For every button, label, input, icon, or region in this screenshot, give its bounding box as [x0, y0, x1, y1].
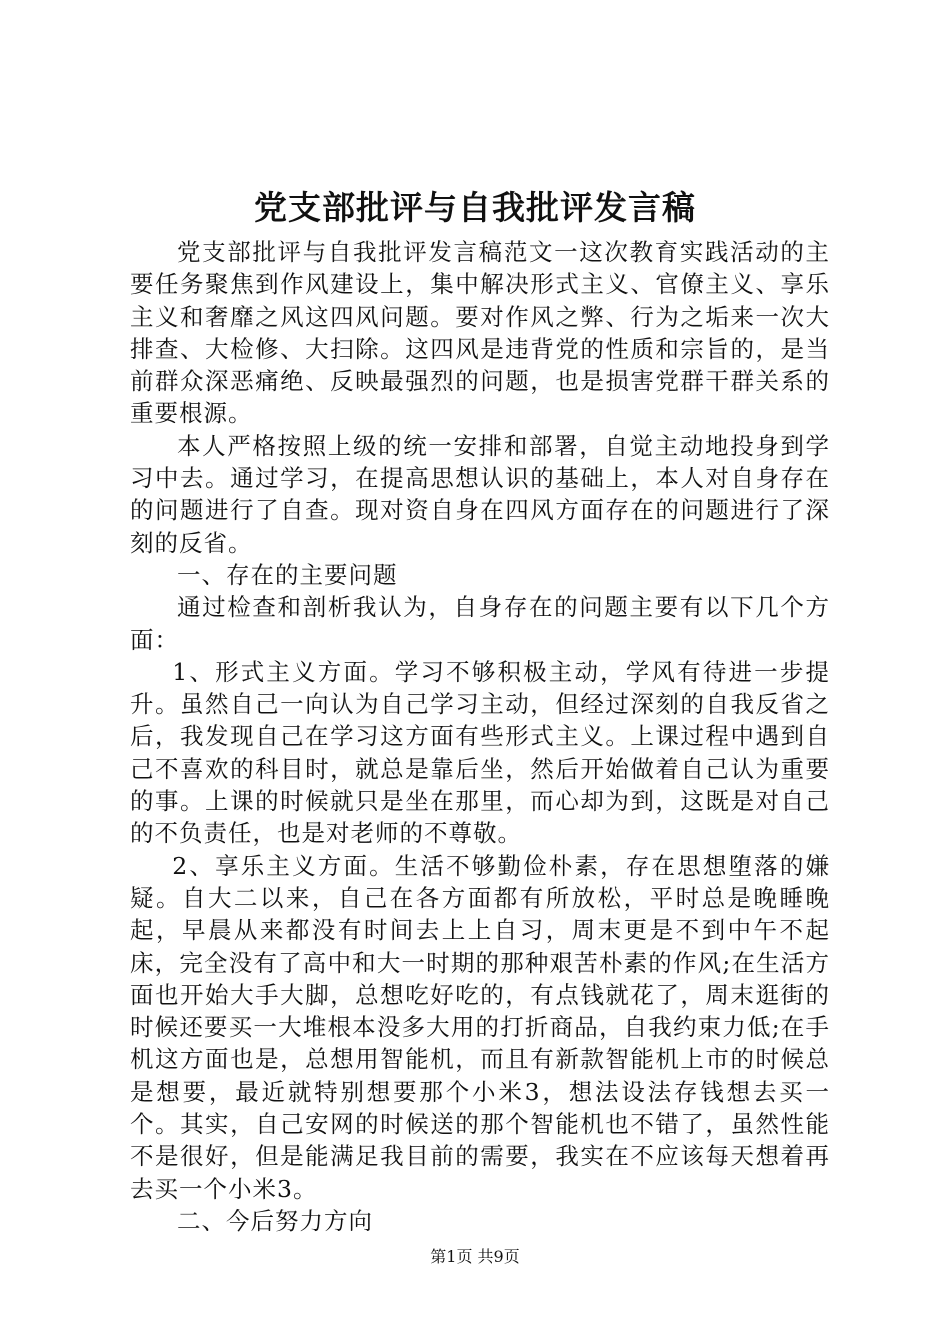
paragraph-hedonism: 2、享乐主义方面。生活不够勤俭朴素，存在思想堕落的嫌疑。自大二以来，自己在各方面都有所放松，平时总是晚睡晚起，早晨从来都没有时间去上上自习，周末更是不到中午不起床，完全没有了高中和大一时期的那种艰苦朴素的作风;在生活方面也开始大手大脚，总想吃好吃的，有点钱就花了，周末逛街的时候还要买一大堆根本没多大用的打折商品，自我约束力低;在手机这方面也是，总想用智能机，而且有新款智能机上市的时候总是想要，最近就特别想要那个小米3，想法设法存钱想去买一个。其实，自己安网的时候送的那个智能机也不错了，虽然性能不是很好，但是能满足我目前的需要，我实在不应该每天想着再去买一个小米3。: [130, 851, 830, 1203]
page-number-footer: 第1页 共9页: [430, 1247, 520, 1266]
section-heading-future-direction: 二、今后努力方向: [177, 1206, 373, 1235]
section-heading-main-problems: 一、存在的主要问题: [177, 560, 398, 589]
paragraph-self-study: 本人严格按照上级的统一安排和部署，自觉主动地投身到学习中去。通过学习，在提高思想认识的基础上，本人对自身存在的问题进行了自查。现对资自身在四风方面存在的问题进行了深刻的反省。: [130, 431, 830, 557]
paragraph-analysis: 通过检查和剖析我认为，自身存在的问题主要有以下几个方面：: [130, 593, 830, 654]
document-title: 党支部批评与自我批评发言稿: [254, 188, 696, 227]
document-body: [130, 236, 830, 1237]
paragraph-intro: 党支部批评与自我批评发言稿范文一这次教育实践活动的主要任务聚焦到作风建设上，集中解决形式主义、官僚主义、享乐主义和奢靡之风这四风问题。要对作风之弊、行为之垢来一次大排查、大检修、大扫除。这四风是违背党的性质和宗旨的，是当前群众深恶痛绝、反映最强烈的问题，也是损害党群干群关系的重要根源。: [130, 238, 830, 428]
paragraph-formalism: 1、形式主义方面。学习不够积极主动，学风有待进一步提升。虽然自己一向认为自己学习主动，但经过深刻的自我反省之后，我发现自己在学习这方面有些形式主义。上课过程中遇到自己不喜欢的科目时，就总是靠后坐，然后开始做着自己认为重要的事。上课的时候就只是坐在那里，而心却为到，这既是对自己的不负责任，也是对老师的不尊敬。: [130, 657, 830, 848]
